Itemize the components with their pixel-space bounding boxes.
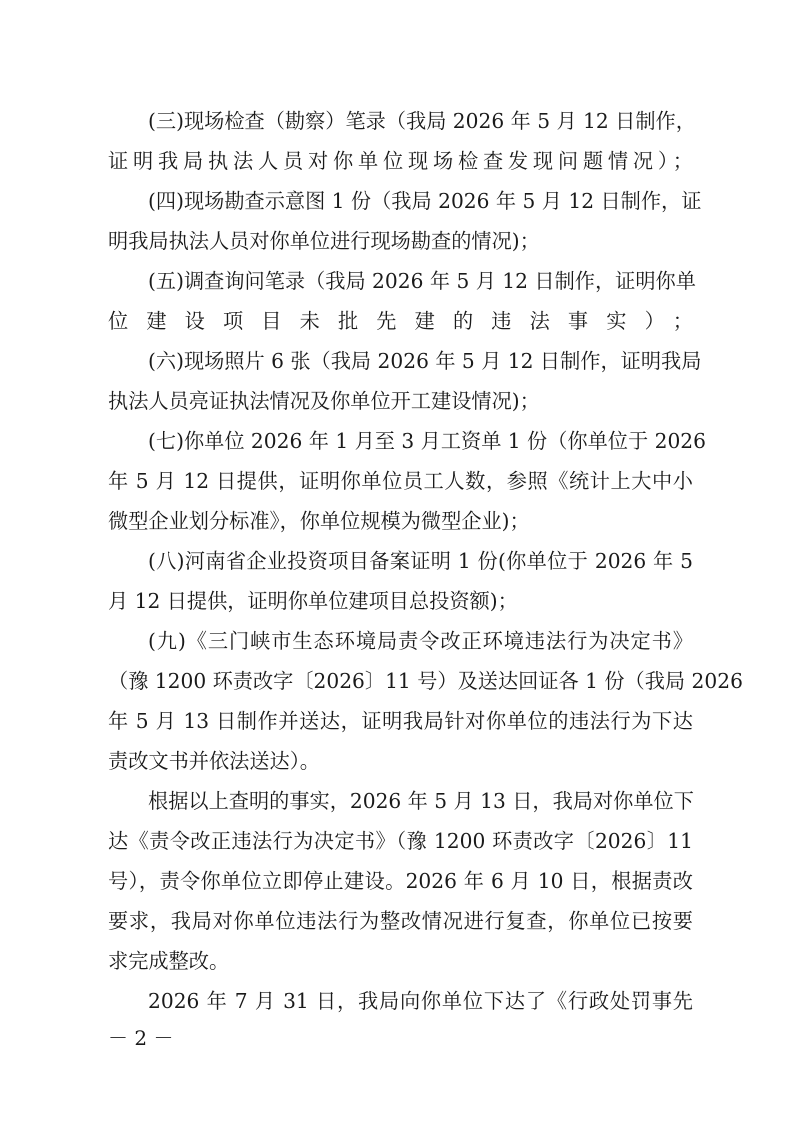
text-line: 2026 年 7 月 31 日，我局向你单位下达了《行政处罚事先 (148, 989, 693, 1013)
text-line: 执法人员亮证执法情况及你单位开工建设情况)； (108, 389, 540, 413)
text-line: (六)现场照片 6 张（我局 2026 年 5 月 12 日制作，证明我局 (148, 349, 702, 373)
text-line: 要求，我局对你单位违法行为整改情况进行复查，你单位已按要 (108, 909, 693, 933)
page-number: － 2 － (108, 1026, 174, 1050)
text-line: (四)现场勘查示意图 1 份（我局 2026 年 5 月 12 日制作，证 (148, 189, 702, 213)
text-line: 证明我局执法人员对你单位现场检查发现问题情况）； (108, 149, 693, 173)
text-line: 责改文书并依法送达）。 (108, 749, 320, 773)
text-line: (五)调查询问笔录（我局 2026 年 5 月 12 日制作，证明你单 (148, 269, 696, 293)
text-line: (三)现场检查（勘察）笔录（我局 2026 年 5 月 12 日制作， (148, 109, 696, 133)
text-line: (八)河南省企业投资项目备案证明 1 份(你单位于 2026 年 5 (148, 549, 693, 573)
text-line: (七)你单位 2026 年 1 月至 3 月工资单 1 份（你单位于 2026 (148, 429, 706, 453)
text-line: 求完成整改。 (108, 949, 230, 973)
text-line: 微型企业划分标准》，你单位规模为微型企业)； (108, 509, 530, 533)
text-line: （豫 1200 环责改字〔2026〕11 号）及送达回证各 1 份（我局 2026 (108, 669, 743, 693)
text-line: 位建设项目未批先建的违法事实）； (108, 309, 693, 333)
text-line: 号），责令你单位立即停止建设。2026 年 6 月 10 日，根据责改 (108, 869, 693, 893)
text-line: 明我局执法人员对你单位进行现场勘查的情况)； (108, 229, 540, 253)
text-line: 年 5 月 13 日制作并送达，证明我局针对你单位的违法行为下达 (108, 709, 693, 733)
text-line: (九)《三门峡市生态环境局责令改正环境违法行为决定书》 (148, 629, 693, 653)
text-line: 月 12 日提供，证明你单位建项目总投资额)； (108, 589, 518, 613)
text-line: 达《责令改正违法行为决定书》（豫 1200 环责改字〔2026〕11 (108, 829, 693, 853)
text-line: 年 5 月 12 日提供，证明你单位员工人数，参照《统计上大中小 (108, 469, 693, 493)
text-line: 根据以上查明的事实，2026 年 5 月 13 日，我局对你单位下 (148, 789, 694, 813)
